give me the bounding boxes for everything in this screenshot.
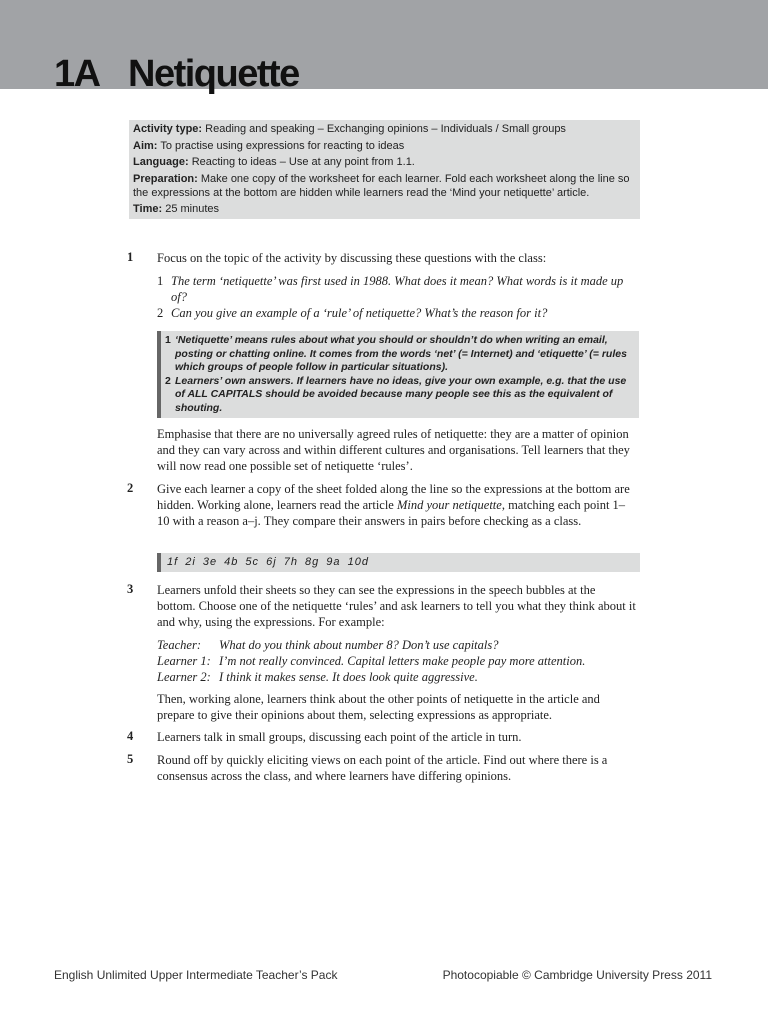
time-label: Time: — [133, 203, 163, 215]
time-row — [133, 202, 637, 216]
preparation-row — [133, 172, 637, 200]
question-number: 2 — [157, 306, 164, 320]
step-3-followup: Then, working alone, learners think about the other points of netiquette in the article and prepare to give their opinions about them, selecting expressions as appropriate. — [157, 692, 600, 722]
language-label: Language: — [133, 156, 189, 168]
question-text: The term ‘netiquette’ was first used in 1988. What does it mean? What words is it made up of? — [171, 274, 624, 304]
answer-number: 2 — [165, 374, 171, 387]
answer-text: ‘Netiquette’ means rules about what you should or shouldn’t do when writing an email, posting or chatting online. It comes from the words ‘net’ (= Internet) and ‘etiquette’ (= rules which groups of people follow in particular situations). — [175, 334, 627, 373]
aim-value: To practise using expressions for reacting to ideas — [160, 139, 405, 152]
question-item — [157, 305, 637, 321]
step-3-text: Learners unfold their sheets so they can see the expressions in the speech bubbles at the bottom. Choose one of the netiquette ‘rules’ and ask learners to tell you what they think about it and why, using the expressions. For example: — [157, 583, 636, 629]
footer-book-title: English Unlimited Upper Intermediate Teacher’s Pack — [54, 968, 338, 982]
answer-number: 1 — [165, 334, 171, 346]
question-number: 1 — [157, 274, 164, 288]
dialogue-speaker: Learner 2: — [157, 670, 211, 684]
question-item — [157, 273, 637, 305]
footer-copyright: Photocopiable © Cambridge University Press 2011 — [442, 968, 712, 982]
dialogue-speaker: Learner 1: — [157, 654, 211, 668]
step-2-text-before: Give each learner a copy of the sheet folded along the line so the expressions at the bottom are hidden. Working alone, learners read the article — [157, 482, 630, 512]
dialogue-text: What do you think about number 8? Don’t use capitals? — [219, 638, 499, 652]
activity-type-row — [133, 122, 637, 136]
step-1-answers-box — [157, 331, 639, 418]
dialogue-line — [157, 653, 647, 669]
answer-item — [165, 375, 631, 416]
unit-code: 1A — [54, 53, 100, 95]
step-2-text — [157, 481, 637, 529]
dialogue-speaker: Teacher: — [157, 638, 201, 652]
step-5-text: Round off by quickly eliciting views on each point of the article. Find out where there is a consensus across the class, and where learners have differing opinions. — [157, 753, 608, 783]
article-title: Mind your netiquette — [396, 498, 502, 512]
preparation-value: Make one copy of the worksheet for each learner. Fold each worksheet along the line so the expressions at the bottom are hidden while learners read the ‘Mind your netiquette’ article. — [133, 172, 630, 199]
dialogue-line — [157, 669, 647, 685]
step-number-5: 5 — [127, 752, 134, 766]
step-number-1: 1 — [127, 250, 134, 264]
unit-title: Netiquette — [128, 53, 299, 95]
page-title — [54, 52, 299, 96]
dialogue-text: I’m not really convinced. Capital letters make people pay more attention. — [219, 654, 586, 668]
step-1-intro: Focus on the topic of the activity by discussing these questions with the class: — [157, 251, 547, 265]
question-text: Can you give an example of a ‘rule’ of netiquette? What’s the reason for it? — [171, 306, 548, 320]
aim-row — [133, 139, 637, 153]
step-number-3: 3 — [127, 582, 134, 596]
answer-key-box: 1f 2i 3e 4b 5c 6j 7h 8g 9a 10d — [157, 553, 640, 572]
step-4-text: Learners talk in small groups, discussing each point of the article in turn. — [157, 730, 522, 744]
example-dialogue — [157, 637, 647, 685]
step-number-4: 4 — [127, 729, 134, 743]
activity-info-box — [129, 120, 640, 219]
answer-item — [165, 334, 631, 375]
activity-type-label: Activity type: — [133, 123, 203, 135]
time-value: 25 minutes — [165, 203, 220, 215]
activity-type-value: Reading and speaking – Exchanging opinions – Individuals / Small groups — [205, 123, 566, 135]
language-row — [133, 155, 637, 169]
step-1-followup: Emphasise that there are no universally agreed rules of netiquette: they are a matter of opinion and they can vary across and within different cultures and organisations. Tell learners that they will now read one possible set of netiquette ‘rules’. — [157, 427, 630, 473]
dialogue-line — [157, 637, 647, 653]
dialogue-text: I think it makes sense. It does look quite aggressive. — [219, 670, 478, 684]
answer-text: Learners’ own answers. If learners have no ideas, give your own example, e.g. that the use of ALL CAPITALS should be avoided because many people see this as the equivalent of shouting. — [175, 374, 627, 414]
step-2-text-after: , matching each point 1–10 with a reason a–j. They compare their answers in pairs before checking as a class. — [157, 498, 626, 528]
language-value: Reacting to ideas – Use at any point from 1.1. — [191, 156, 415, 168]
aim-label: Aim: — [133, 139, 158, 152]
preparation-label: Preparation: — [133, 172, 198, 185]
step-number-2: 2 — [127, 481, 134, 495]
step-1-questions — [157, 273, 637, 321]
